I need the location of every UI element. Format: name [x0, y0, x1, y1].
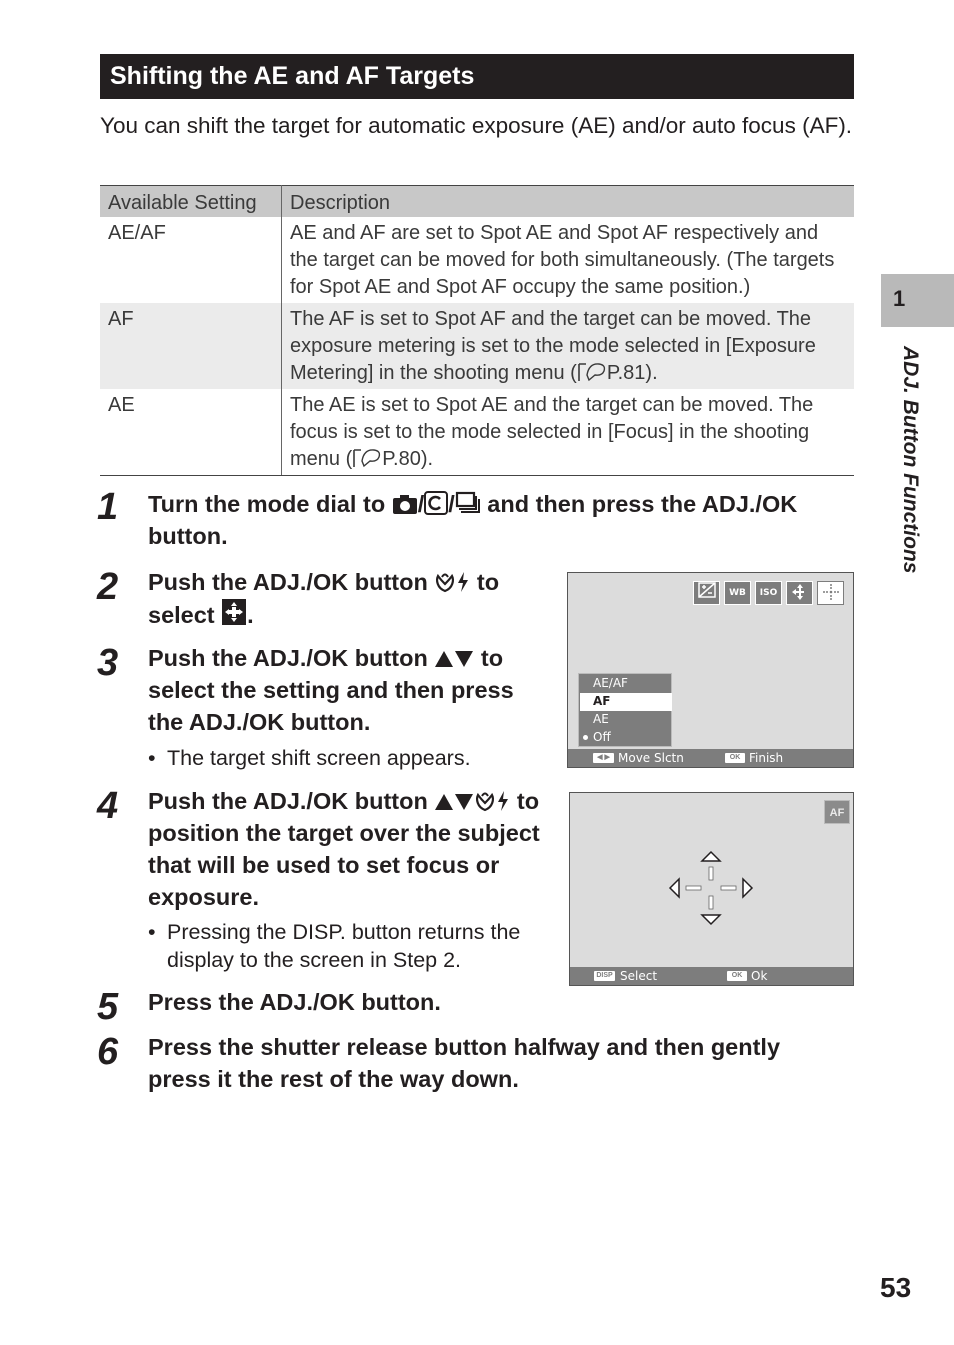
intro-text: You can shift the target for automatic exposure (AE) and/or auto focus (AF). — [100, 113, 853, 138]
reference-icon — [352, 447, 382, 469]
current-setting-marker — [583, 735, 588, 740]
table-row — [100, 217, 854, 303]
down-arrow-icon — [454, 649, 474, 669]
step-bullet: • Pressing the DISP. button returns the display to the screen in Step 2. — [148, 920, 521, 972]
guide-text: Move Slctn — [618, 751, 684, 765]
flash-icon — [456, 571, 470, 593]
left-right-key: ◀ ▶ — [593, 753, 614, 763]
step-number: 6 — [97, 1031, 119, 1073]
step-number: 2 — [97, 566, 119, 608]
step-text: Press the shutter release button halfway and then gently press it the rest of the way down. — [148, 1034, 781, 1092]
reference-icon — [577, 361, 607, 383]
macro-icon — [474, 790, 496, 812]
description-cell: The AE is set to Spot AE and the target can be moved. The focus is set to the mode selected in [Focus] in the shooting menu ( P.80). — [282, 389, 855, 476]
page-number: 53 — [880, 1272, 912, 1303]
ok-key: OK — [727, 971, 747, 981]
step-text: Press the ADJ./OK button. — [148, 989, 441, 1015]
camera-screen-menu — [567, 572, 854, 768]
setting-cell: AE — [100, 389, 282, 476]
step-number: 3 — [97, 642, 119, 684]
setting-cell: AE/AF — [100, 217, 282, 303]
chapter-title: ADJ. Button Functions — [899, 346, 922, 574]
down-arrow-icon — [454, 792, 474, 812]
step-text: Push the ADJ./OK button to position the target over the subject that will be used to set focus or exposure. — [148, 788, 540, 910]
continuous-icon — [455, 491, 481, 515]
description-cell: AE and AF are set to Spot AE and Spot AF respectively and the target can be moved for both simultaneously. (The targets for Spot AE and Spot AF occupy the same position.) — [290, 222, 835, 298]
guide-text: Select — [620, 969, 658, 983]
target-shift-icon — [221, 598, 247, 626]
table-row — [100, 389, 854, 476]
exposure-compensation-icon — [693, 581, 720, 605]
step-number: 4 — [97, 785, 119, 827]
step-bullet: • The target shift screen appears. — [148, 746, 471, 770]
step-text: Push the ADJ./OK button to select . — [148, 569, 500, 628]
macro-icon — [434, 571, 456, 593]
target-menu — [578, 673, 672, 747]
menu-item-ae-af[interactable]: AE/AF — [593, 676, 628, 690]
table-header-setting: Available Setting — [100, 186, 282, 218]
section-title: Shifting the AE and AF Targets — [110, 62, 475, 90]
ok-key: OK — [725, 753, 745, 763]
setting-cell: AF — [100, 303, 282, 389]
up-arrow-icon — [434, 792, 454, 812]
camera-icon — [392, 493, 418, 515]
target-shift-icon — [817, 581, 844, 605]
af-badge: AF — [824, 800, 850, 824]
step-text: Turn the mode dial to / / and then press the ADJ./OK button. — [148, 491, 798, 549]
custom-c-icon — [424, 491, 448, 515]
step-number: 1 — [97, 486, 119, 528]
chapter-number: 1 — [893, 286, 906, 311]
disp-key: DISP — [594, 971, 615, 981]
screen-guide-bar — [570, 967, 853, 985]
step-text: Push the ADJ./OK button to select the setting and then press the ADJ./OK button. — [148, 645, 514, 735]
step-number: 5 — [97, 986, 119, 1028]
metering-icon — [786, 581, 813, 605]
settings-table — [100, 185, 854, 476]
target-frame-icon — [665, 848, 755, 928]
white-balance-icon: WB — [724, 581, 751, 605]
menu-item-af[interactable]: AF — [593, 694, 611, 708]
iso-icon: ISO — [755, 581, 782, 605]
guide-text: Finish — [749, 751, 784, 765]
up-arrow-icon — [434, 649, 454, 669]
menu-item-off[interactable]: Off — [593, 730, 611, 744]
table-header-description: Description — [282, 186, 855, 218]
menu-item-ae[interactable]: AE — [593, 712, 609, 726]
table-row — [100, 303, 854, 389]
flash-icon — [496, 790, 510, 812]
screen-guide-bar — [568, 749, 853, 767]
chapter-tab — [881, 274, 954, 327]
camera-screen-target — [569, 792, 854, 986]
description-cell: The AF is set to Spot AF and the target can be moved. The exposure metering is set to the mode selected in [Exposure Metering] in the shooting menu ( P.81). — [282, 303, 855, 389]
guide-text: Ok — [751, 969, 768, 983]
